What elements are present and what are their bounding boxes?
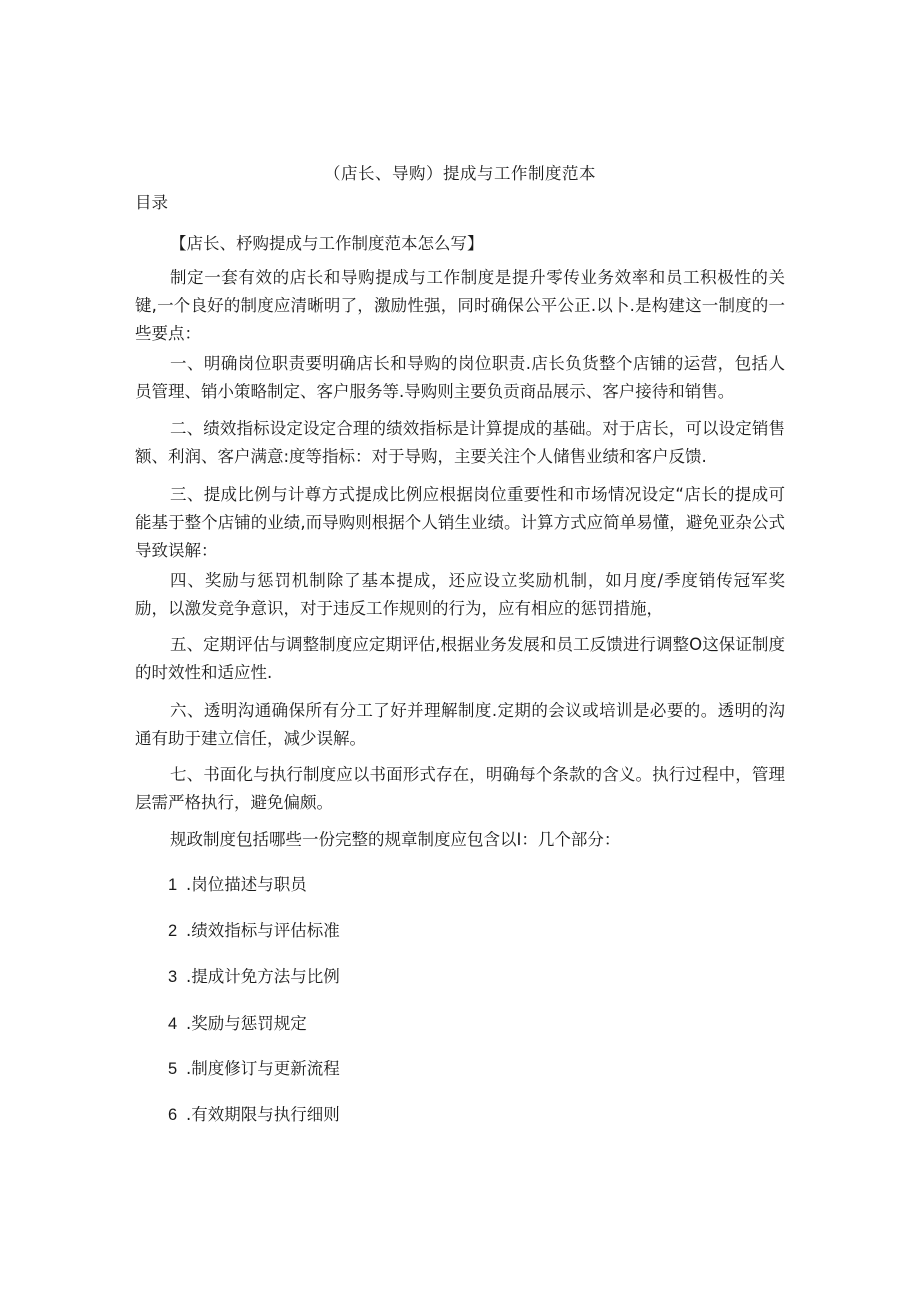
section-subtitle: 【店长、杼购提成与工作制度范本怎么写】 [170,234,484,253]
list-item-number: 4 [168,1015,178,1033]
document-title: （店长、导购）提成与工作制度范本 [324,164,596,183]
list-item-text: .岗位描述与职员 [186,875,307,894]
paragraph-commission-ratio: 三、提成比例与计尊方式提成比例应根据岗位重要性和市场情况设定“店长的提成可能基于整个店铺的业绩,而导购则根据个人销生业绩。计算方式应简单易懂，避免亚杂公式导致误解： [135,485,785,560]
list-item-text: .绩效指标与评估标准 [186,921,340,940]
paragraph-performance-metrics: 二、绩效指标设定设定合理的绩效指标是计算提成的基础。对于店长，可以设定销售额、利润、客户满意:度等指标：对于导购，主要关注个人储售业绩和客户反馈. [135,419,785,466]
list-item-text: .制度修订与更新流程 [186,1059,340,1078]
toc-label: 目录 [135,193,168,212]
paragraph-job-duties: 一、明确岗位职责要明确店长和导购的岗位职责.店长负货整个店铺的运营，包括人员管理、销小策略制定、客户服务等.导购则主要负贡商品展示、客户接待和销售。 [135,354,785,401]
list-item-text: .有效期限与执行细则 [186,1105,340,1124]
list-item-number: 5 [168,1060,178,1078]
list-item [168,917,340,941]
list-item-text: .奖励与惩罚规定 [186,1014,307,1033]
list-item-number: 3 [168,968,178,986]
paragraph-rewards-penalties: 四、奖励与惩罚机制除了基本提成，还应设立奖励机制，如月度/季度销传冠军奖励，以激发竞争意识，对于违反工作规则的行为，应有相应的惩罚措施， [135,571,785,618]
list-item-number: 6 [168,1106,178,1124]
list-item [168,963,340,987]
paragraph-transparent-communication: 六、透明沟通确保所有分工了好并理解制度.定期的会议或培训是必要的。透明的沟通有助于建立信任，减少误解。 [135,701,785,748]
intro-paragraph: 制定一套有效的店长和导购提成与工作制度是提升零传业务效率和员工积极性的关键,一个良好的制度应清晰明了，激励性强，同时确保公平公正.以卜.是构建这一制度的一些要点： [135,268,785,343]
paragraph-periodic-review: 五、定期评估与调整制度应定期评估,根据业务发展和员工反馈进行调整O这保证制度的时效性和适应性. [135,635,785,682]
list-item [168,1055,340,1079]
list-item [168,1101,340,1125]
list-item [168,871,307,895]
paragraph-rules-components: 规政制度包括哪些一份完整的规章制度应包含以I：几个部分： [170,830,621,849]
list-item-number: 1 [168,876,178,894]
paragraph-written-execution: 七、书面化与执行制度应以书面形式存在，明确每个条款的含义。执行过程中，管理层需严格执行，避免偏颇。 [135,765,785,812]
list-item [168,1010,307,1034]
list-item-text: .提成计免方法与比例 [186,967,340,986]
list-item-number: 2 [168,922,178,940]
